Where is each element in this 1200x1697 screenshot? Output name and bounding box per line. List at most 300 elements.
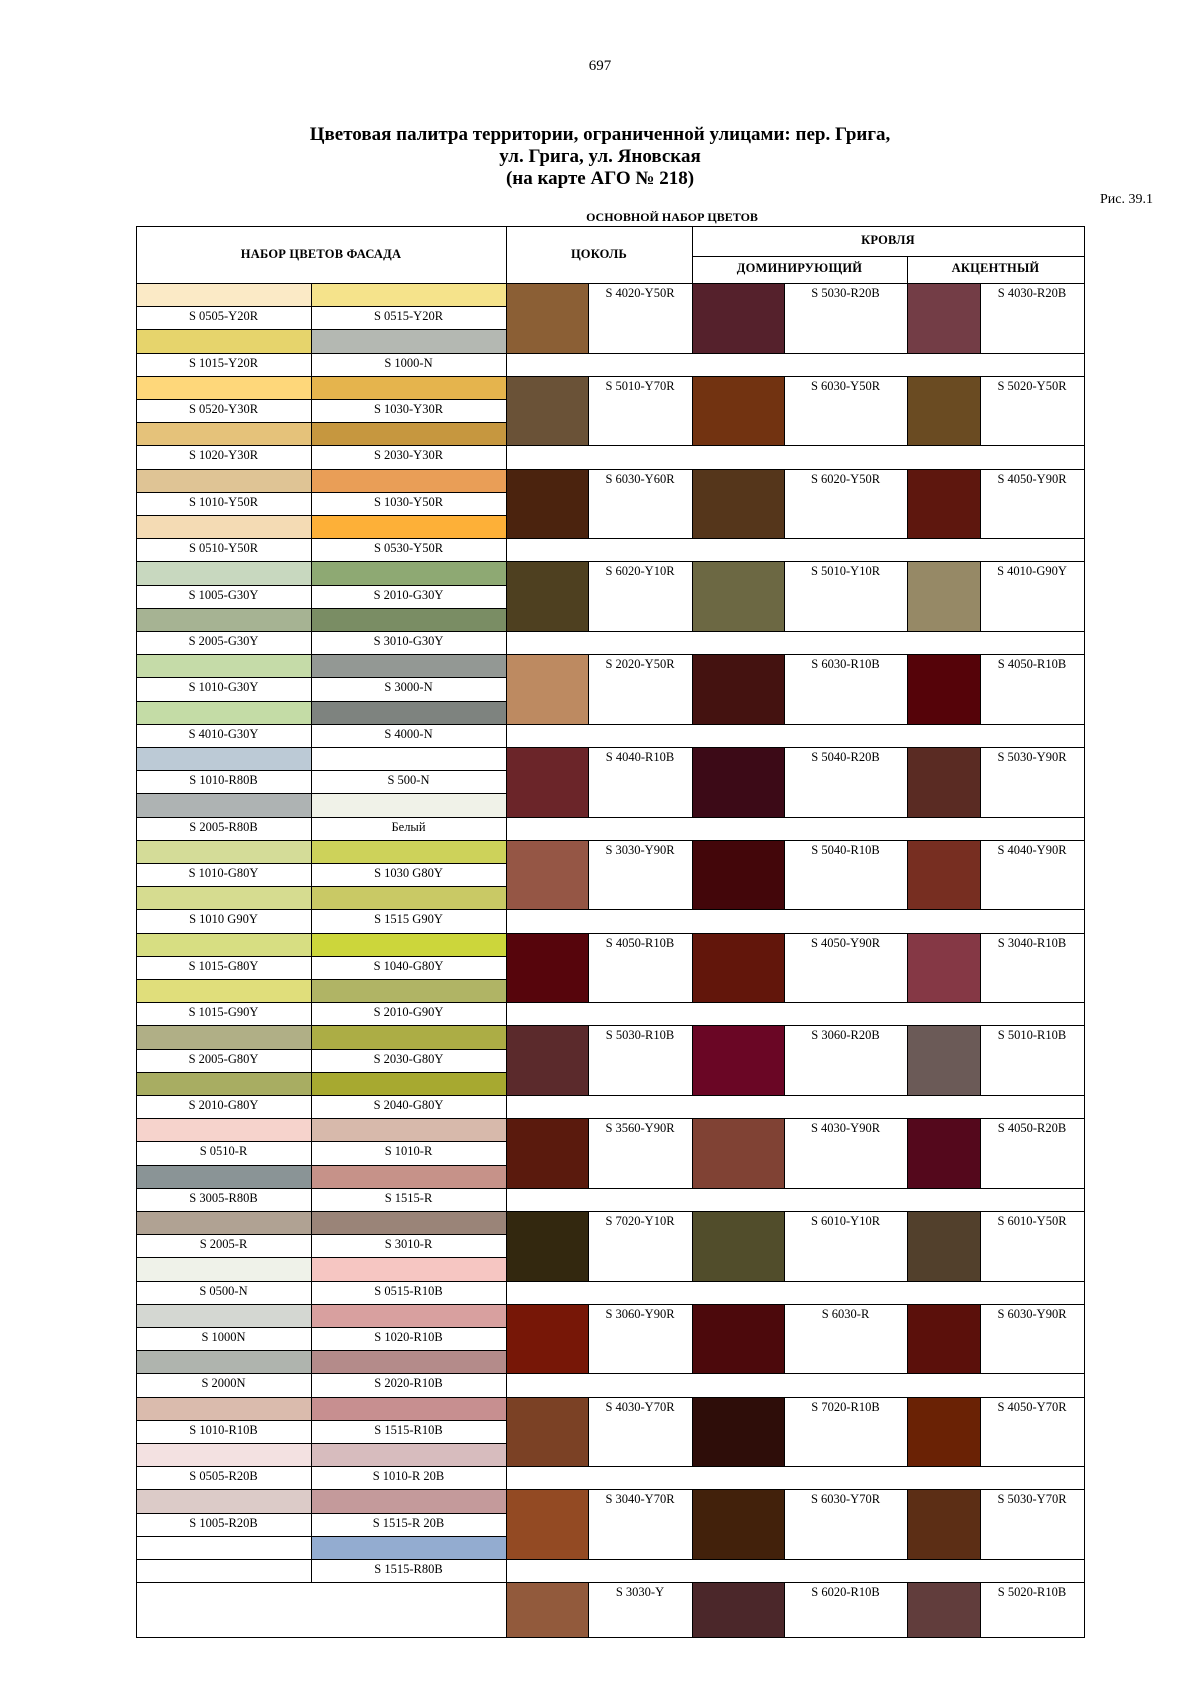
table-gridline (506, 353, 1084, 354)
table-gridline (136, 979, 506, 980)
facade-label-right: S 2030-G80Y (373, 1051, 444, 1066)
roof-dominant-swatch (692, 1397, 784, 1467)
plinth-swatch (506, 376, 588, 446)
facade-swatch-left (136, 654, 311, 677)
table-gridline (784, 1582, 785, 1637)
table-gridline (506, 631, 1084, 632)
roof-accent-label: S 5010-R10B (997, 1028, 1067, 1043)
facade-label-left: S 0510-R (199, 1144, 248, 1159)
table-gridline (136, 1072, 506, 1073)
table-gridline (588, 283, 589, 353)
facade-swatch-right (311, 1165, 506, 1188)
plinth-swatch (506, 469, 588, 539)
facade-swatch-left (136, 283, 311, 306)
table-gridline (784, 747, 785, 817)
table-gridline (784, 654, 785, 724)
facade-label-left: S 0520-Y30R (188, 402, 259, 416)
facade-label-right: S 1040-G80Y (373, 958, 444, 973)
facade-swatch-right (311, 840, 506, 863)
plinth-swatch (506, 561, 588, 631)
facade-swatch-left (136, 1350, 311, 1373)
roof-accent-label: S 4030-R20B (997, 286, 1067, 300)
table-gridline (506, 1118, 1084, 1119)
table-gridline (136, 1489, 506, 1490)
table-gridline (692, 226, 693, 256)
table-gridline (980, 1397, 981, 1467)
facade-label-left: S 0505-R20B (189, 1469, 258, 1484)
table-gridline (588, 1211, 589, 1281)
facade-swatch-right (311, 1350, 506, 1373)
table-gridline (907, 1489, 908, 1559)
roof-dominant-label: S 4050-Y90R (810, 935, 881, 950)
facade-label-right: S 1515 G90Y (374, 912, 443, 927)
table-gridline (907, 1118, 908, 1188)
roof-accent-label: S 4050-Y90R (997, 471, 1067, 486)
table-gridline (136, 1234, 506, 1235)
table-gridline (506, 226, 507, 1637)
facade-swatch-right (311, 1443, 506, 1466)
roof-accent-swatch (907, 747, 980, 817)
table-gridline (136, 1350, 506, 1351)
roof-accent-label: S 4050-Y70R (997, 1399, 1067, 1414)
table-gridline (784, 1118, 785, 1188)
roof-accent-swatch (907, 1489, 980, 1559)
facade-swatch-left (136, 1304, 311, 1327)
roof-dominant-swatch (692, 376, 784, 446)
facade-label-right: S 1030-Y50R (373, 494, 444, 509)
facade-label-right: S 500-N (387, 773, 430, 788)
facade-label-left: S 1005-R20B (189, 1515, 258, 1530)
roof-accent-label: S 5030-Y70R (997, 1492, 1067, 1507)
plinth-swatch (506, 1582, 588, 1637)
table-gridline (136, 492, 506, 493)
table-gridline (980, 933, 981, 1003)
table-gridline (136, 1536, 506, 1537)
table-gridline (136, 1420, 506, 1421)
table-gridline (588, 376, 589, 446)
roof-dominant-label: S 4030-Y90R (810, 1121, 881, 1136)
roof-dominant-label: S 6020-Y50R (810, 471, 881, 486)
plinth-swatch (506, 933, 588, 1003)
table-gridline (506, 817, 1084, 818)
table-gridline (136, 226, 137, 1637)
table-gridline (136, 793, 506, 794)
facade-swatch-right (311, 1489, 506, 1512)
facade-swatch-right (311, 654, 506, 677)
plinth-swatch (506, 1397, 588, 1467)
roof-dominant-swatch (692, 469, 784, 539)
plinth-label: S 5010-Y70R (605, 378, 675, 393)
facade-label-right: S 2010-G30Y (373, 587, 444, 602)
table-gridline (136, 933, 506, 934)
table-gridline (506, 445, 1084, 446)
roof-accent-swatch (907, 1304, 980, 1374)
table-gridline (692, 1025, 693, 1095)
table-gridline (136, 561, 506, 562)
table-gridline (136, 226, 1084, 227)
header-roof-dominant: ДОМИНИРУЮЩИЙ (736, 261, 863, 275)
table-gridline (907, 840, 908, 910)
table-gridline (136, 817, 506, 818)
table-gridline (506, 1095, 1084, 1096)
facade-label-left: S 2005-R (199, 1237, 248, 1252)
plinth-label: S 6030-Y60R (605, 471, 675, 486)
table-gridline (907, 1304, 908, 1374)
table-gridline (588, 840, 589, 910)
facade-swatch-left (136, 1443, 311, 1466)
facade-label-right: S 1515-R (384, 1190, 433, 1205)
facade-label-left: S 2005-G30Y (188, 634, 259, 648)
table-gridline (506, 561, 1084, 562)
table-gridline (506, 933, 1084, 934)
facade-label-left: S 0500-N (199, 1283, 248, 1298)
table-gridline (692, 256, 1084, 257)
facade-swatch-right (311, 422, 506, 445)
table-gridline (136, 1397, 506, 1398)
table-gridline (506, 1373, 1084, 1374)
roof-accent-swatch (907, 1118, 980, 1188)
table-gridline (136, 1559, 506, 1560)
table-gridline (136, 1141, 506, 1142)
facade-swatch-left (136, 979, 311, 1002)
facade-swatch-right (311, 561, 506, 584)
facade-swatch-left (136, 422, 311, 445)
facade-label-left: S 1010-Y50R (188, 494, 259, 509)
plinth-swatch (506, 1489, 588, 1559)
table-gridline (136, 1211, 506, 1212)
facade-label-left: S 3005-R80B (189, 1190, 258, 1205)
table-gridline (136, 1443, 506, 1444)
table-gridline (136, 1466, 506, 1467)
table-gridline (506, 747, 1084, 748)
table-gridline (907, 1582, 908, 1637)
facade-label-left: S 2005-G80Y (188, 1051, 259, 1066)
roof-accent-label: S 6030-Y90R (997, 1306, 1067, 1321)
facade-swatch-right (311, 1257, 506, 1280)
roof-accent-swatch (907, 283, 980, 353)
facade-swatch-left (136, 793, 311, 816)
facade-label-right: S 3000-N (384, 680, 433, 695)
facade-swatch-right (311, 608, 506, 631)
table-gridline (588, 1025, 589, 1095)
table-gridline (692, 654, 693, 724)
facade-label-left: S 2010-G80Y (188, 1098, 259, 1112)
roof-dominant-label: S 6010-Y10R (810, 1214, 881, 1228)
facade-swatch-right (311, 1304, 506, 1327)
facade-label-left: S 1015-Y20R (188, 355, 259, 370)
page-number: 697 (588, 58, 612, 74)
roof-dominant-swatch (692, 1304, 784, 1374)
table-gridline (136, 538, 506, 539)
table-gridline (136, 469, 506, 470)
plinth-label: S 6020-Y10R (605, 564, 675, 579)
table-gridline (784, 1304, 785, 1374)
facade-label-right: S 0515-R10B (374, 1283, 443, 1298)
facade-swatch-left (136, 608, 311, 631)
header-facade: НАБОР ЦВЕТОВ ФАСАДА (240, 247, 402, 261)
table-gridline (980, 1489, 981, 1559)
table-gridline (784, 469, 785, 539)
table-gridline (506, 909, 1084, 910)
table-gridline (907, 654, 908, 724)
roof-accent-label: S 4010-G90Y (997, 564, 1067, 579)
facade-swatch-left (136, 515, 311, 538)
table-gridline (980, 1025, 981, 1095)
facade-swatch-right (311, 1211, 506, 1234)
table-gridline (136, 701, 506, 702)
table-gridline (588, 654, 589, 724)
table-gridline (136, 1373, 506, 1374)
table-gridline (506, 1559, 1084, 1560)
plinth-swatch (506, 840, 588, 910)
table-gridline (136, 1513, 506, 1514)
roof-dominant-swatch (692, 747, 784, 817)
facade-swatch-right (311, 515, 506, 538)
table-gridline (980, 1118, 981, 1188)
table-gridline (907, 256, 908, 283)
facade-label-right: S 3010-G30Y (373, 634, 444, 648)
table-gridline (692, 747, 693, 817)
table-gridline (692, 1118, 693, 1188)
table-gridline (588, 1397, 589, 1467)
plinth-swatch (506, 1118, 588, 1188)
plinth-label: S 5030-R10B (605, 1028, 675, 1043)
table-gridline (136, 747, 506, 748)
roof-accent-swatch (907, 840, 980, 910)
roof-accent-label: S 3040-R10B (997, 935, 1067, 950)
table-gridline (784, 283, 785, 353)
roof-accent-swatch (907, 933, 980, 1003)
table-gridline (692, 1211, 693, 1281)
roof-dominant-label: S 3060-R20B (811, 1028, 880, 1043)
facade-label-right: S 2040-G80Y (373, 1098, 444, 1112)
roof-dominant-swatch (692, 1489, 784, 1559)
facade-swatch-right (311, 283, 506, 306)
table-gridline (588, 933, 589, 1003)
table-gridline (980, 747, 981, 817)
table-gridline (136, 585, 506, 586)
facade-swatch-right (311, 1536, 506, 1559)
facade-swatch-left (136, 701, 311, 724)
table-gridline (907, 933, 908, 1003)
table-gridline (784, 561, 785, 631)
facade-swatch-left (136, 1489, 311, 1512)
facade-swatch-right (311, 1025, 506, 1048)
roof-accent-swatch (907, 561, 980, 631)
table-gridline (980, 376, 981, 446)
plinth-label: S 2020-Y50R (605, 657, 675, 672)
table-gridline (136, 1002, 506, 1003)
table-gridline (506, 1304, 1084, 1305)
facade-label-right: S 1010-R (384, 1144, 433, 1159)
table-gridline (692, 283, 693, 353)
facade-swatch-left (136, 840, 311, 863)
facade-swatch-right (311, 933, 506, 956)
table-gridline (506, 538, 1084, 539)
roof-dominant-label: S 6020-R10B (811, 1585, 880, 1600)
facade-swatch-right (311, 979, 506, 1002)
plinth-swatch (506, 283, 588, 353)
table-gridline (506, 1188, 1084, 1189)
facade-label-right: S 1515-R80B (374, 1562, 443, 1576)
roof-accent-label: S 5020-R10B (997, 1585, 1067, 1600)
facade-swatch-right (311, 793, 506, 816)
facade-swatch-left (136, 886, 311, 909)
table-gridline (784, 1397, 785, 1467)
facade-label-left: S 2005-R80B (189, 819, 258, 834)
table-gridline (907, 469, 908, 539)
plinth-swatch (506, 654, 588, 724)
table-gridline (136, 677, 506, 678)
table-gridline (692, 1397, 693, 1467)
roof-dominant-label: S 6030-R (821, 1306, 870, 1321)
roof-dominant-swatch (692, 933, 784, 1003)
table-gridline (136, 283, 1084, 284)
title-line-2: ул. Грига, ул. Яновская (499, 146, 701, 167)
plinth-label: S 3040-Y70R (605, 1492, 675, 1507)
plinth-label: S 4050-R10B (605, 935, 675, 950)
roof-accent-swatch (907, 376, 980, 446)
facade-label-left (136, 1562, 311, 1578)
roof-dominant-swatch (692, 1582, 784, 1637)
roof-dominant-label: S 6030-Y50R (810, 378, 881, 393)
roof-accent-label: S 5030-Y90R (997, 750, 1067, 764)
plinth-label: S 4040-R10B (605, 750, 675, 764)
table-gridline (980, 561, 981, 631)
table-gridline (136, 909, 506, 910)
table-gridline (136, 770, 506, 771)
facade-swatch-left (136, 1025, 311, 1048)
table-gridline (980, 283, 981, 353)
table-gridline (136, 654, 506, 655)
title-line-1: Цветовая палитра территории, ограниченной улицами: пер. Грига, (309, 124, 891, 145)
facade-label-right: S 1515-R10B (374, 1422, 443, 1437)
roof-dominant-swatch (692, 1211, 784, 1281)
table-gridline (136, 1188, 506, 1189)
table-gridline (311, 283, 312, 1582)
roof-dominant-label: S 6030-R10B (811, 657, 880, 672)
table-gridline (506, 654, 1084, 655)
facade-swatch-right (311, 886, 506, 909)
table-gridline (692, 1582, 693, 1637)
table-gridline (136, 1257, 506, 1258)
table-gridline (136, 956, 506, 957)
roof-dominant-label: S 6030-Y70R (810, 1492, 881, 1507)
table-gridline (980, 1582, 981, 1637)
roof-accent-label: S 4050-R20B (997, 1121, 1067, 1136)
table-gridline (692, 1304, 693, 1374)
table-gridline (136, 422, 506, 423)
facade-label-left: S 1020-Y30R (188, 448, 259, 463)
plinth-label: S 3030-Y90R (605, 842, 675, 857)
facade-label-left: S 1010-R10B (189, 1422, 258, 1437)
header-roof-accent: АКЦЕНТНЫЙ (951, 261, 1040, 275)
plinth-label: S 3560-Y90R (605, 1121, 675, 1136)
table-gridline (588, 561, 589, 631)
table-gridline (588, 747, 589, 817)
table-gridline (784, 1489, 785, 1559)
facade-label-right: S 1515-R 20B (372, 1515, 445, 1530)
facade-label-right: S 1030-Y30R (373, 402, 444, 416)
facade-swatch-left (136, 1118, 311, 1141)
table-gridline (588, 1582, 589, 1637)
header-plinth: ЦОКОЛЬ (571, 247, 627, 261)
table-gridline (506, 1466, 1084, 1467)
roof-dominant-swatch (692, 1025, 784, 1095)
roof-accent-label: S 4040-Y90R (997, 842, 1067, 857)
facade-label-right: S 4000-N (384, 726, 433, 741)
table-gridline (907, 561, 908, 631)
facade-label-left: S 1010-G30Y (188, 680, 259, 695)
table-gridline (784, 1025, 785, 1095)
facade-swatch-left (136, 469, 311, 492)
table-gridline (506, 1025, 1084, 1026)
table-gridline (784, 933, 785, 1003)
facade-label-right: S 1020-R10B (374, 1330, 443, 1344)
plinth-swatch (506, 1025, 588, 1095)
table-gridline (506, 840, 1084, 841)
table-gridline (506, 1489, 1084, 1490)
table-gridline (136, 1049, 506, 1050)
facade-swatch-right (311, 701, 506, 724)
table-gridline (136, 399, 506, 400)
facade-label-left: S 1000N (201, 1330, 246, 1344)
facade-swatch-right (311, 376, 506, 399)
header-roof: КРОВЛЯ (861, 233, 915, 247)
facade-swatch-left (136, 329, 311, 352)
roof-accent-swatch (907, 1582, 980, 1637)
table-gridline (506, 469, 1084, 470)
table-gridline (692, 840, 693, 910)
table-gridline (980, 1304, 981, 1374)
table-gridline (980, 1211, 981, 1281)
table-gridline (136, 376, 506, 377)
table-gridline (692, 469, 693, 539)
facade-label-right: Белый (391, 819, 426, 834)
facade-label-left: S 0505-Y20R (188, 309, 259, 324)
facade-label-left: S 1015-G80Y (188, 958, 259, 973)
table-gridline (907, 747, 908, 817)
table-gridline (784, 376, 785, 446)
roof-dominant-label: S 5030-R20B (811, 286, 880, 300)
table-gridline (907, 283, 908, 353)
roof-accent-label: S 6010-Y50R (997, 1214, 1067, 1228)
facade-swatch-right (311, 747, 506, 770)
table-gridline (506, 376, 1084, 377)
facade-swatch-right (311, 1397, 506, 1420)
table-gridline (136, 515, 506, 516)
plinth-label: S 3060-Y90R (605, 1306, 675, 1321)
facade-swatch-left (136, 1211, 311, 1234)
roof-accent-label: S 5020-Y50R (997, 378, 1067, 393)
facade-swatch-left (136, 747, 311, 770)
roof-dominant-label: S 5040-R20B (811, 750, 880, 764)
facade-label-right: S 2010-G90Y (373, 1005, 444, 1020)
table-gridline (907, 376, 908, 446)
table-gridline (136, 1095, 506, 1096)
table-gridline (588, 1304, 589, 1374)
facade-label-left: S 1010 G90Y (189, 912, 258, 927)
table-gridline (692, 561, 693, 631)
plinth-swatch (506, 747, 588, 817)
table-gridline (588, 1118, 589, 1188)
roof-accent-label: S 4050-R10B (997, 657, 1067, 672)
facade-label-right: S 0530-Y50R (373, 541, 444, 556)
table-gridline (136, 840, 506, 841)
facade-swatch-left (136, 561, 311, 584)
plinth-label: S 3030-Y (615, 1585, 665, 1600)
plinth-label: S 4020-Y50R (605, 286, 675, 300)
